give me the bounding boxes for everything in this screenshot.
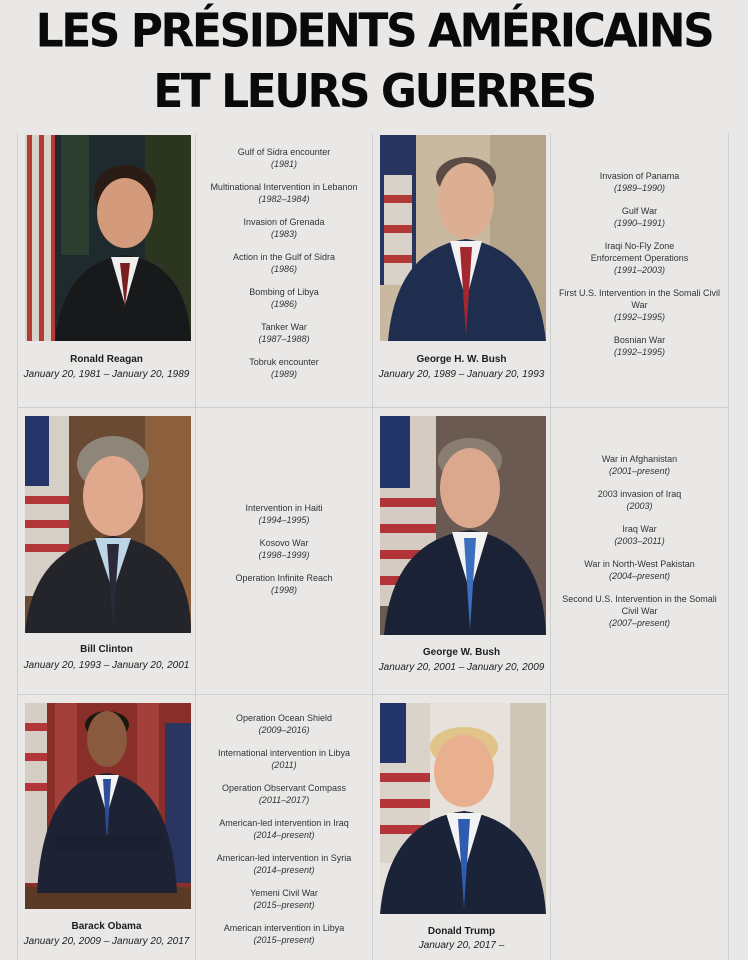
presidents-table xyxy=(17,133,729,960)
war-item xyxy=(551,170,728,194)
president-term: January 20, 2009 – January 20, 2017 xyxy=(23,936,190,947)
war-dates: (2011) xyxy=(271,760,297,770)
war-name: Gulf of Sidra encounter xyxy=(237,147,331,157)
war-dates: (2004–present) xyxy=(608,571,671,581)
president-card-bush-sr xyxy=(373,133,550,407)
war-dates: (2003) xyxy=(626,501,653,511)
war-dates: (2014–present) xyxy=(253,830,315,840)
portrait-photo xyxy=(25,135,191,341)
war-dates: (2003–2011) xyxy=(614,536,665,546)
war-dates: (2001–present) xyxy=(608,466,671,476)
war-item xyxy=(196,537,372,561)
war-name: Invasion of Panama xyxy=(599,171,680,181)
war-dates: (2015–present) xyxy=(253,900,315,910)
war-item xyxy=(196,146,372,170)
war-name: Multinational Intervention in Lebanon xyxy=(210,182,358,192)
war-dates: (1990–1991) xyxy=(613,218,666,228)
title-line-1: LES PRÉSIDENTS AMÉRICAINS xyxy=(35,4,713,58)
war-name: Operation Ocean Shield xyxy=(235,713,333,723)
war-name: Bombing of Libya xyxy=(249,287,319,297)
war-dates: (1992–1995) xyxy=(613,312,666,322)
war-name: Operation Infinite Reach xyxy=(235,573,333,583)
war-name: Kosovo War xyxy=(259,538,309,548)
war-name: American intervention in Libya xyxy=(223,923,345,933)
war-item xyxy=(196,251,372,275)
war-dates: (2011–2017) xyxy=(258,795,310,805)
war-name: Yemeni Civil War xyxy=(250,888,318,898)
war-dates: (1989) xyxy=(270,369,297,379)
war-name: 2003 invasion of Iraq xyxy=(597,489,682,499)
war-name: American-led intervention in Syria xyxy=(216,853,352,863)
war-item xyxy=(551,287,728,323)
wars-list-bush-jr xyxy=(551,408,728,694)
wars-list-reagan xyxy=(196,133,372,407)
war-item xyxy=(196,852,372,876)
war-name: Second U.S. Intervention in the Somali Civil War xyxy=(562,594,717,616)
war-name: International intervention in Libya xyxy=(217,748,351,758)
war-item xyxy=(196,181,372,205)
war-name: Intervention in Haiti xyxy=(245,503,323,513)
war-dates: (1982–1984) xyxy=(258,194,310,204)
war-item xyxy=(551,558,728,582)
portrait-photo xyxy=(25,416,191,633)
war-name: Bosnian War xyxy=(613,335,666,345)
president-name: George H. W. Bush xyxy=(416,354,507,365)
war-item xyxy=(551,205,728,229)
war-dates: (1992–1995) xyxy=(613,347,666,357)
portrait-photo xyxy=(380,416,546,635)
war-dates: (1991–2003) xyxy=(613,265,666,275)
war-item xyxy=(196,782,372,806)
war-name: War in Afghanistan xyxy=(601,454,678,464)
war-item xyxy=(196,572,372,596)
president-term: January 20, 1993 – January 20, 2001 xyxy=(23,660,190,671)
war-dates: (2009–2016) xyxy=(258,725,310,735)
war-name: Tanker War xyxy=(261,322,307,332)
war-name: Gulf War xyxy=(621,206,658,216)
war-item xyxy=(196,712,372,736)
war-item xyxy=(551,593,728,629)
war-item xyxy=(551,240,728,276)
war-dates: (1981) xyxy=(270,159,297,169)
president-term: January 20, 1981 – January 20, 1989 xyxy=(23,369,190,380)
war-dates: (1994–1995) xyxy=(258,515,310,525)
wars-list-trump xyxy=(551,695,728,960)
war-name: First U.S. Intervention in the Somali Civil War xyxy=(558,288,721,310)
war-item xyxy=(551,334,728,358)
president-term: January 20, 2001 – January 20, 2009 xyxy=(378,662,545,673)
wars-list-clinton xyxy=(196,408,372,694)
president-name: Barack Obama xyxy=(71,921,142,932)
war-item xyxy=(196,747,372,771)
war-item xyxy=(196,216,372,240)
war-dates: (1986) xyxy=(270,299,297,309)
war-dates: (2014–present) xyxy=(253,865,315,875)
president-term: January 20, 2017 – xyxy=(418,940,505,951)
president-card-trump xyxy=(373,695,550,960)
president-name: Donald Trump xyxy=(427,926,496,937)
war-dates: (1987–1988) xyxy=(258,334,310,344)
title-line-2: ET LEURS GUERRES xyxy=(153,65,595,119)
war-item xyxy=(196,321,372,345)
wars-list-bush-sr xyxy=(551,133,728,407)
war-dates: (1998–1999) xyxy=(258,550,310,560)
president-term: January 20, 1989 – January 20, 1993 xyxy=(378,369,545,380)
president-card-clinton xyxy=(18,408,195,694)
war-name: Tobruk encounter xyxy=(249,357,319,367)
war-item xyxy=(196,502,372,526)
war-item xyxy=(196,356,372,380)
war-name: American-led intervention in Iraq xyxy=(219,818,349,828)
war-dates: (2015–present) xyxy=(253,935,315,945)
war-dates: (2007–present) xyxy=(608,618,671,628)
war-dates: (1986) xyxy=(270,264,297,274)
war-name: Invasion of Grenada xyxy=(243,217,325,227)
war-item xyxy=(551,453,728,477)
war-name: Iraqi No-Fly Zone Enforcement Operations xyxy=(590,241,689,263)
war-name: War in North-West Pakistan xyxy=(584,559,695,569)
war-dates: (1983) xyxy=(270,229,297,239)
war-dates: (1998) xyxy=(270,585,297,595)
president-name: Ronald Reagan xyxy=(70,354,143,365)
president-card-bush-jr xyxy=(373,408,550,694)
portrait-photo xyxy=(380,135,546,341)
president-card-obama xyxy=(18,695,195,960)
war-item xyxy=(196,887,372,911)
war-item xyxy=(551,488,728,512)
war-name: Operation Observant Compass xyxy=(221,783,347,793)
portrait-photo xyxy=(380,703,546,914)
portrait-photo xyxy=(25,703,191,909)
president-name: Bill Clinton xyxy=(80,644,133,655)
war-name: Iraq War xyxy=(622,524,657,534)
war-item xyxy=(196,922,372,946)
war-item xyxy=(196,286,372,310)
wars-list-obama xyxy=(196,695,372,960)
war-dates: (1989–1990) xyxy=(613,183,666,193)
war-name: Action in the Gulf of Sidra xyxy=(232,252,336,262)
war-item xyxy=(551,523,728,547)
president-card-reagan xyxy=(18,133,195,407)
president-name: George W. Bush xyxy=(422,647,501,658)
poster-title xyxy=(0,1,748,123)
war-item xyxy=(196,817,372,841)
